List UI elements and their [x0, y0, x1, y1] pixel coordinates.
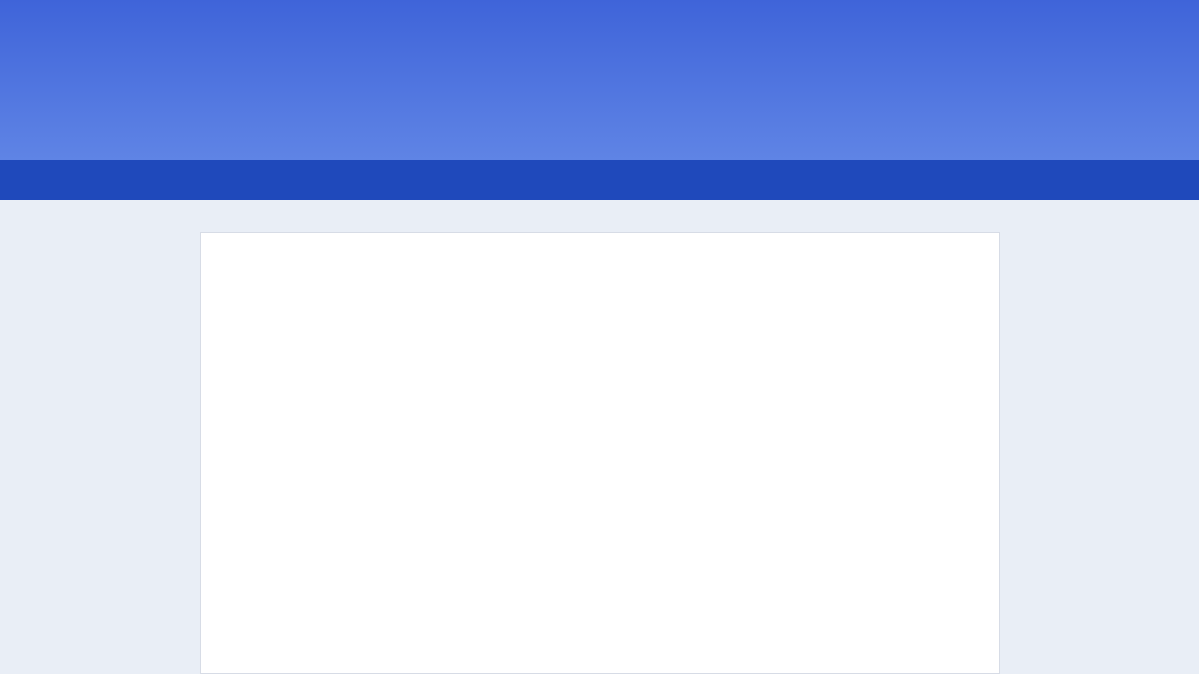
- article-panel: [200, 232, 1000, 674]
- primary-nav: [0, 160, 1199, 200]
- site-header: [0, 0, 1199, 160]
